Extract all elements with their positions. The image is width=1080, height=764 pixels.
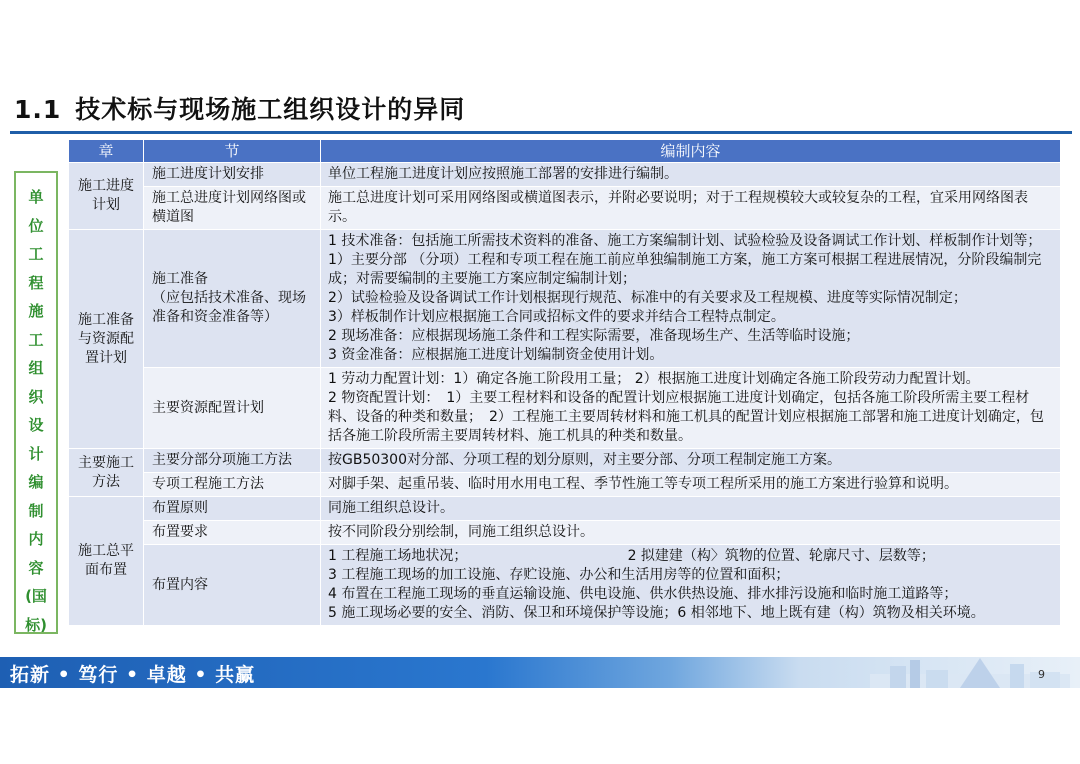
content-cell: 单位工程施工进度计划应按照施工部署的安排进行编制。 (321, 163, 1061, 187)
section-cell: 专项工程施工方法 (144, 473, 321, 497)
chapter-cell: 施工进度计划 (69, 163, 144, 230)
header-section: 节 (144, 140, 321, 163)
table-row (69, 187, 1061, 230)
content-cell: 同施工组织总设计。 (321, 497, 1061, 521)
section-cell: 布置原则 (144, 497, 321, 521)
table-header-row (69, 140, 1061, 163)
section-cell: 施工总进度计划网络图或横道图 (144, 187, 321, 230)
table-row (69, 521, 1061, 545)
page-title (14, 90, 465, 128)
side-label-char: 织 (28, 387, 44, 406)
section-cell: 主要资源配置计划 (144, 368, 321, 449)
table-row (69, 449, 1061, 473)
chapter-cell: 施工总平面布置 (69, 497, 144, 626)
content-cell: 对脚手架、起重吊装、临时用水用电工程、季节性施工等专项工程所采用的施工方案进行验算和说明。 (321, 473, 1061, 497)
header-chapter: 章 (69, 140, 144, 163)
section-cell: 布置内容 (144, 545, 321, 626)
section-cell: 施工准备 （应包括技术准备、现场准备和资金准备等） (144, 230, 321, 368)
table-row (69, 497, 1061, 521)
side-label-char: 工 (28, 330, 44, 349)
table-row (69, 545, 1061, 626)
side-label-char: 组 (28, 359, 44, 377)
header-content: 编制内容 (321, 140, 1061, 163)
content-cell: 1 劳动力配置计划：1）确定各施工阶段用工量； 2）根据施工进度计划确定各施工阶段劳动力配置计划。 2 物资配置计划： 1）主要工程材料和设备的配置计划应根据施工进度计划确定，包括各施工阶段所需主要工程材料、设备的种类和数量； 2）工程施工主要周转材料和施工机具的配置计划应根据施工部署和施工进度计划确定，包括各施工阶段所需主要周转材料、施工机具的种类和数量。 (321, 368, 1061, 449)
side-label-char: 工 (28, 245, 44, 263)
side-label-char: 标) (25, 615, 47, 634)
chapter-cell: 施工准备与资源配置计划 (69, 230, 144, 449)
side-label-char: 单 (28, 188, 44, 206)
section-cell: 主要分部分项施工方法 (144, 449, 321, 473)
table-row (69, 368, 1061, 449)
content-cell: 施工总进度计划可采用网络图或横道图表示，并附必要说明；对于工程规模较大或较复杂的工程，宜采用网络图表示。 (321, 187, 1061, 230)
side-vertical-label (14, 171, 58, 634)
side-label-char: 位 (28, 216, 44, 235)
footer-slogan: 拓新 • 笃行 • 卓越 • 共赢 (10, 664, 256, 686)
side-label-char: 内 (28, 530, 44, 548)
side-label-char: 计 (28, 444, 44, 463)
side-label-char: (国 (25, 587, 47, 605)
content-cell: 1 技术准备：包括施工所需技术资料的准备、施工方案编制计划、试验检验及设备调试工作计划、样板制作计划等；1）主要分部 （分项）工程和专项工程在施工前应单独编制施工方案，施工方案可根据工程进展情况，分阶段编制完成；对需要编制的主要施工方案应制定编制计划； 2）试验检验及设备调试工作计划根据现行规范、标准中的有关要求及工程规模、进度等实际情况制定； 3）样板制作计划应根据施工合同或招标文件的要求并结合工程特点制定。 2 现场准备：应根据现场施工条件和工程实际需要，准备现场生产、生活等临时设施； 3 资金准备：应根据施工进度计划编制资金使用计划。 (321, 230, 1061, 368)
side-label-char: 编 (28, 473, 44, 491)
page-number: 9 (1038, 668, 1045, 681)
table-row (69, 163, 1061, 187)
side-label-char: 制 (28, 501, 44, 520)
side-label-char: 施 (28, 302, 44, 320)
content-cell: 按GB50300对分部、分项工程的划分原则，对主要分部、分项工程制定施工方案。 (321, 449, 1061, 473)
section-cell: 施工进度计划安排 (144, 163, 321, 187)
chapter-cell: 主要施工方法 (69, 449, 144, 497)
title-text: 技术标与现场施工组织设计的异同 (75, 95, 466, 124)
table-row (69, 230, 1061, 368)
section-cell: 布置要求 (144, 521, 321, 545)
section-number: 1.1 (14, 95, 62, 124)
side-label-char: 容 (28, 558, 44, 577)
table-row (69, 473, 1061, 497)
comparison-table (68, 139, 1061, 626)
content-cell: 1 工程施工场地状况； 2 拟建建（构〉筑物的位置、轮廓尺寸、层数等； 3 工程施工现场的加工设施、存贮设施、办公和生活用房等的位置和面积； 4 布置在工程施工现场的垂直运输设施、供电设施、供水供热设施、排水排污设施和临时施工道路等； 5 施工现场必要的安全、消防、保卫和环境保护等设施；6 相邻地下、地上既有建（构）筑物及相关环境。 (321, 545, 1061, 626)
side-label-char: 设 (28, 416, 44, 434)
side-label-char: 程 (28, 273, 44, 292)
title-divider (10, 131, 1072, 134)
content-cell: 按不同阶段分别绘制，同施工组织总设计。 (321, 521, 1061, 545)
